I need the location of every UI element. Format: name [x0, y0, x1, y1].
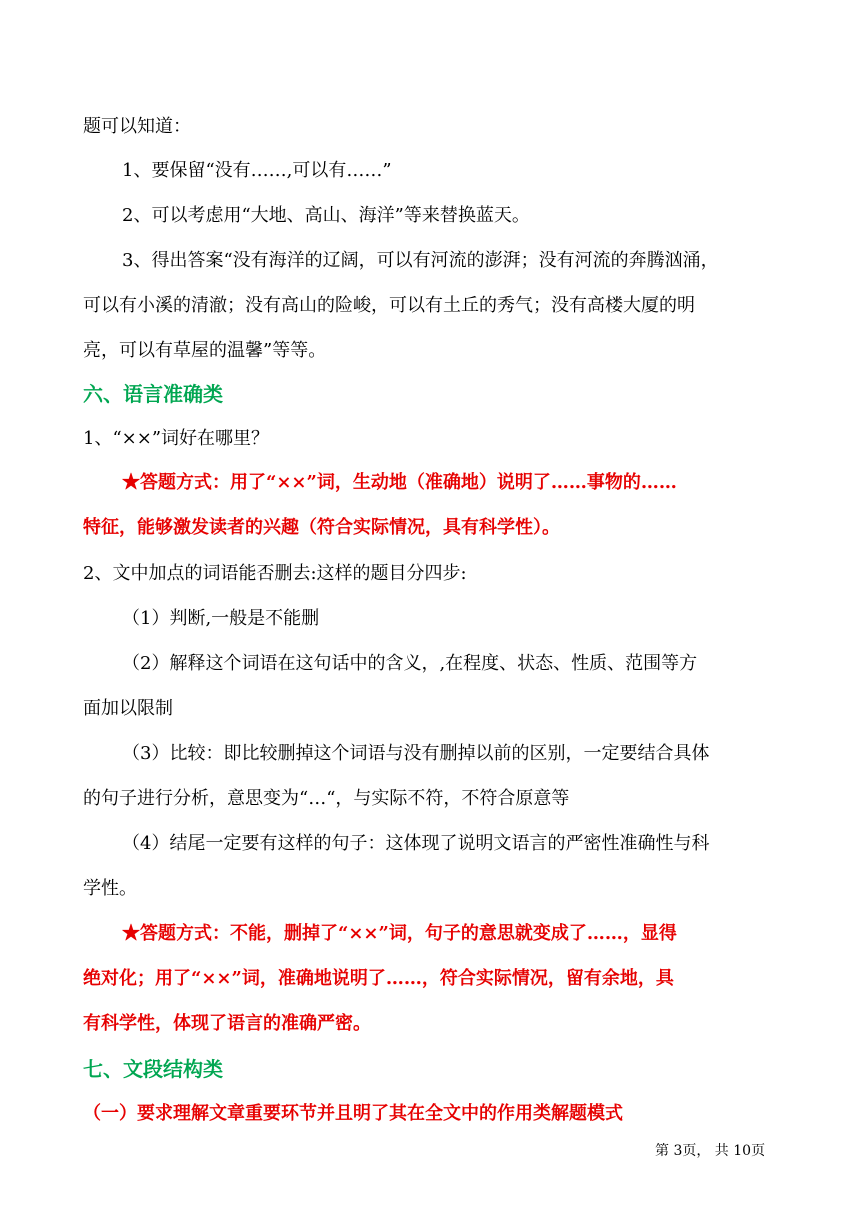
paragraph-line: 学性。: [83, 878, 137, 899]
answer-method: 特征，能够激发读者的兴趣（符合实际情况，具有科学性）。: [83, 517, 560, 538]
answer-method: 有科学性，体现了语言的准确严密。: [83, 1013, 371, 1034]
step-item: （3）比较：即比较删掉这个词语与没有删掉以前的区别，一定要结合具体: [122, 743, 710, 764]
question-line: 1、“××”词好在哪里？: [83, 428, 270, 449]
step-item: （4）结尾一定要有这样的句子：这体现了说明文语言的严密性准确性与科: [122, 833, 710, 854]
step-item: （2）解释这个词语在这句话中的含义，,在程度、状态、性质、范围等方: [122, 653, 698, 674]
answer-method: ★答题方式：用了“××”词，生动地（准确地）说明了……事物的……: [122, 472, 677, 493]
list-item: 1、要保留“没有……,可以有……”: [122, 160, 392, 181]
paragraph-line: 的句子进行分析，意思变为“…“，与实际不符，不符合原意等: [83, 788, 570, 809]
list-item: 2、可以考虑用“大地、高山、海洋”等来替换蓝天。: [122, 205, 530, 226]
list-item: 3、得出答案“没有海洋的辽阔，可以有河流的澎湃；没有河流的奔腾汹涌，: [122, 250, 719, 271]
step-item: （1）判断,一般是不能删: [122, 608, 320, 629]
paragraph-line: 面加以限制: [83, 698, 173, 719]
subsection-heading: （一）要求理解文章重要环节并且明了其在全文中的作用类解题模式: [83, 1103, 623, 1124]
paragraph-line: 可以有小溪的清澈；没有高山的险峻，可以有土丘的秀气；没有高楼大厦的明: [83, 295, 695, 316]
paragraph-line: 亮，可以有草屋的温馨”等等。: [83, 340, 327, 361]
paragraph-line: 题可以知道：: [83, 116, 191, 137]
answer-method: ★答题方式：不能，删掉了“××”词，句子的意思就变成了……，显得: [122, 923, 677, 944]
section-heading: 六、语言准确类: [83, 382, 223, 406]
page-number-footer: 第 3页， 共 10页: [655, 1143, 766, 1159]
section-heading: 七、文段结构类: [83, 1057, 223, 1081]
question-line: 2、文中加点的词语能否删去:这样的题目分四步:: [83, 563, 467, 584]
answer-method: 绝对化；用了“××”词，准确地说明了……，符合实际情况，留有余地，具: [83, 968, 674, 989]
